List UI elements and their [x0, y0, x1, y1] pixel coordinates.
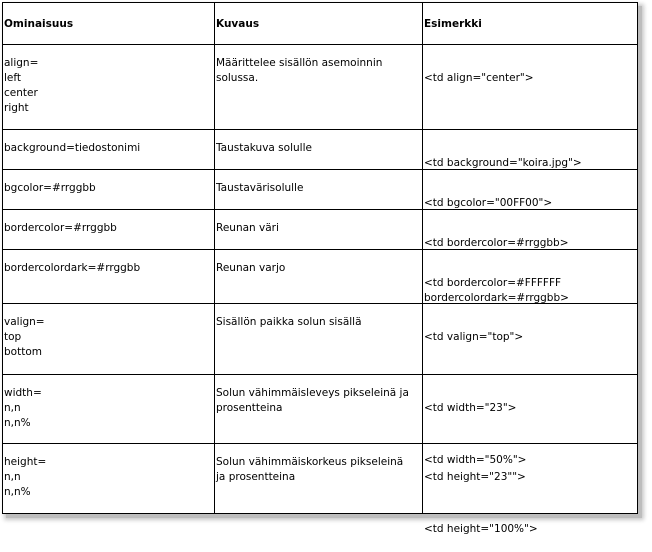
row-divider	[3, 443, 637, 444]
table-cell-example: <td bgcolor="00FF00">	[424, 197, 553, 209]
table-cell-description: Taustavärisolulle	[216, 182, 304, 194]
table-cell-description: Reunan väri	[216, 222, 279, 234]
table-cell-property: width= n,n n,n%	[4, 387, 42, 429]
column-divider	[214, 3, 215, 513]
table-cell-description: Määrittelee sisällön asemoinnin solussa.	[216, 57, 383, 84]
table-cell-example: <td valign="top">	[424, 331, 524, 343]
row-divider	[3, 374, 637, 375]
table-cell-example: <td align="center">	[424, 72, 534, 84]
table-cell-property: bordercolordark=#rrggbb	[4, 262, 141, 274]
table-cell-example: <td bordercolor=#FFFFFF bordercolordark=#rrggbb>	[424, 277, 569, 304]
header-example: Esimerkki	[424, 18, 482, 30]
table-cell-example: <td background="koira.jpg">	[424, 157, 582, 169]
table-cell-description: Reunan varjo	[216, 262, 286, 274]
table-cell-property: height= n,n n,n%	[4, 456, 47, 498]
properties-table	[2, 2, 638, 535]
table-cell-description: Taustakuva solulle	[216, 142, 312, 154]
header-property: Ominaisuus	[4, 18, 74, 30]
table-cell-example: <td height="23""> <td height="100%">	[424, 471, 538, 535]
table-cell-example: <td width="23"> <td width="50%">	[424, 402, 527, 466]
table-cell-property: bgcolor=#rrggbb	[4, 182, 96, 194]
header-description: Kuvaus	[216, 18, 260, 30]
column-divider	[422, 3, 423, 513]
row-divider	[3, 44, 637, 45]
table-cell-property: valign= top bottom	[4, 316, 45, 358]
table-cell-example: <td bordercolor=#rrggbb>	[424, 237, 569, 249]
table-cell-property: align= left center right	[4, 57, 39, 114]
table-cell-description: Solun vähimmäisleveys pikseleinä ja prosentteina	[216, 387, 409, 414]
table-cell-property: background=tiedostonimi	[4, 142, 141, 154]
table-cell-description: Solun vähimmäiskorkeus pikseleinä ja prosentteina	[216, 456, 404, 483]
table-cell-description: Sisällön paikka solun sisällä	[216, 316, 362, 328]
row-divider	[3, 129, 637, 130]
table-cell-property: bordercolor=#rrggbb	[4, 222, 117, 234]
